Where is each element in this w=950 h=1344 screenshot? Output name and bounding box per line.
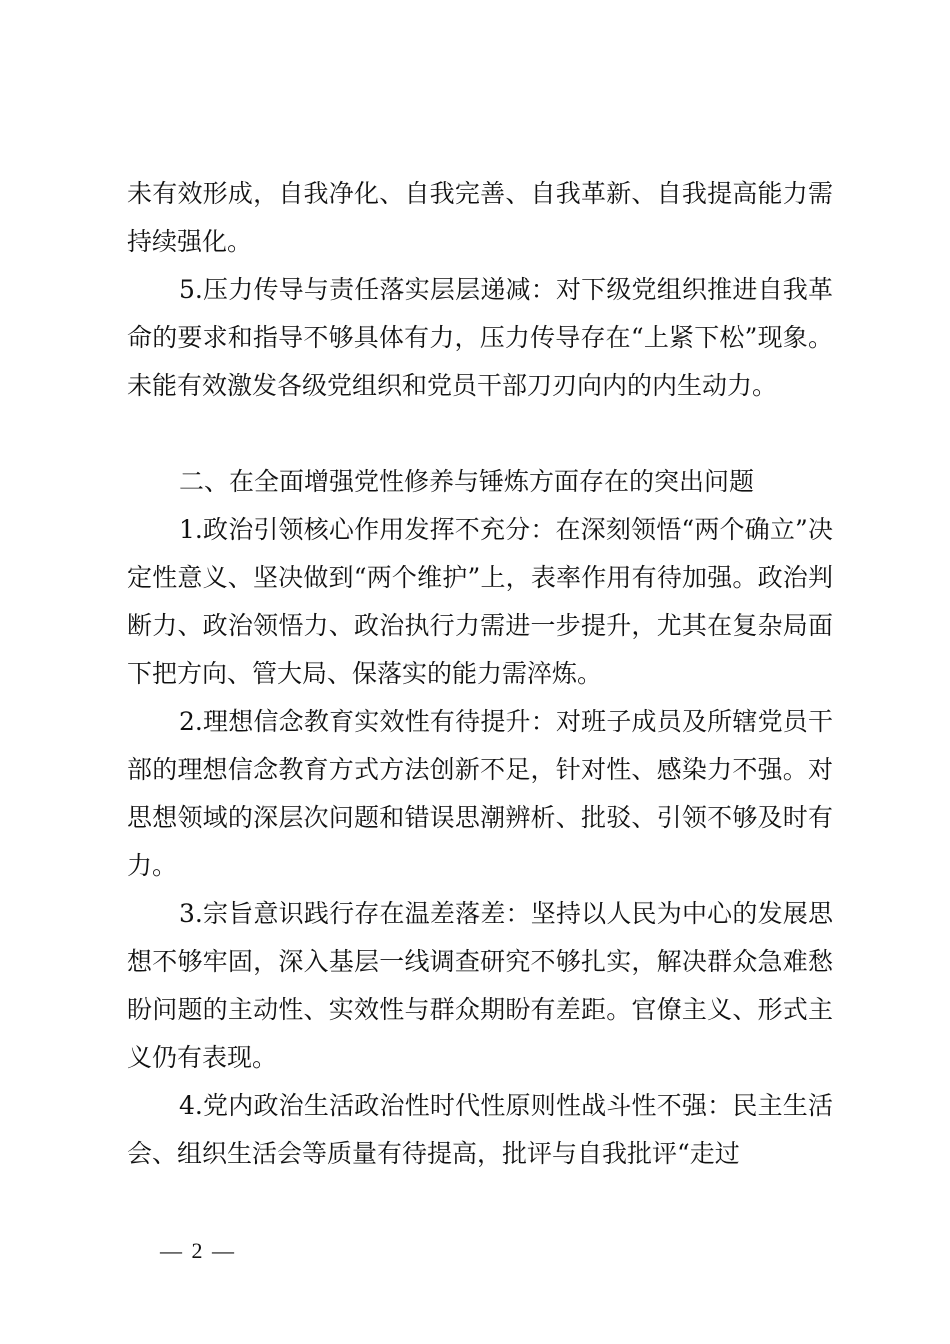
paragraph-item-5: 5.压力传导与责任落实层层递减：对下级党组织推进自我革命的要求和指导不够具体有力，压力传导存在“上紧下松”现象。未能有效激发各级党组织和党员干部刀刃向内的内生动力。 xyxy=(127,275,833,400)
section-heading: 二、在全面增强党性修养与锤炼方面存在的突出问题 xyxy=(179,467,755,496)
paragraph-item-2: 2.理想信念教育实效性有待提升：对班子成员及所辖党员干部的理想信念教育方式方法创新不足，针对性、感染力不强。对思想领域的深层次问题和错误思潮辨析、批驳、引领不够及时有力。 xyxy=(127,707,833,880)
paragraph-continuation: 未有效形成，自我净化、自我完善、自我革新、自我提高能力需持续强化。 xyxy=(127,179,833,256)
paragraph-item-3: 3.宗旨意识践行存在温差落差：坚持以人民为中心的发展思想不够牢固，深入基层一线调查研究不够扎实，解决群众急难愁盼问题的主动性、实效性与群众期盼有差距。官僚主义、形式主义仍有表现。 xyxy=(127,899,833,1072)
paragraph-item-1: 1.政治引领核心作用发挥不充分：在深刻领悟“两个确立”决定性意义、坚决做到“两个维护”上，表率作用有待加强。政治判断力、政治领悟力、政治执行力需进一步提升，尤其在复杂局面下把方向、管大局、保落实的能力需淬炼。 xyxy=(127,515,833,688)
document-body xyxy=(127,170,833,1178)
paragraph-item-4: 4.党内政治生活政治性时代性原则性战斗性不强：民主生活会、组织生活会等质量有待提高，批评与自我批评“走过 xyxy=(127,1091,833,1168)
page-number: — 2 — xyxy=(160,1238,236,1263)
